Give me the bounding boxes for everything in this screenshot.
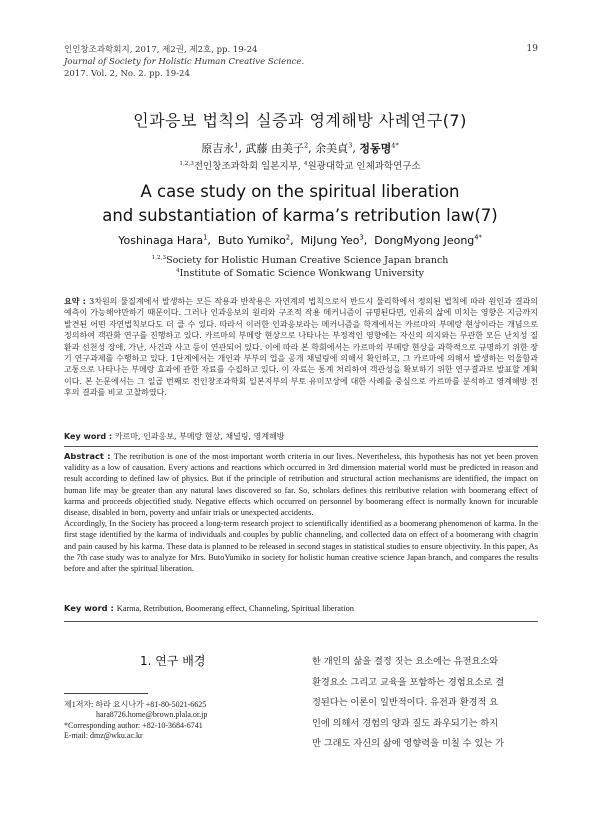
- keywords-ko-text: 카르마, 인과응보, 부메랑 현상, 채널링, 영계해방: [114, 432, 285, 441]
- authors-korean: 原吉永$^1$, 武藤 由美子$^2$, 余美貞$^3$, 정동명$^{4*}$: [201, 141, 399, 155]
- abstract-ko-label: 요약 :: [64, 297, 90, 306]
- authors-english: Yoshinaga Hara$^1$, Buto Yumiko$^2$, MiJung Yeo$^3$, DongMyong Jeong$^{4*}$: [118, 233, 482, 247]
- author-en-2: Buto Yumiko: [217, 234, 286, 247]
- title-korean: 인과응보 법칙의 실증과 영계해방 사례연구(7): [133, 111, 467, 130]
- author-en-3: MiJung Yeo: [300, 234, 360, 247]
- keywords-korean: [64, 431, 538, 442]
- abstract-en-text-2: Accordingly, In the Society has proceed a long-term research project to scientifically identified as a boomerang phenomenon of karma. In the first stage identified by the karma of individuals and couples by public channeling, and collected data on effect of a boomerang with chagrin and pain caused by his karma. These data is planned to be released in second stages in statistical studies to ensure objectivity. In this paper, As the 7th case study was to analyze for Mrs. ButoYumiko in society for holistic human creative science Japan branch, and compares the results before and after the spiritual liberation.: [64, 519, 538, 574]
- author-en-4: DongMyong Jeong: [374, 234, 475, 247]
- footnote-line: hara8726.home@brown.plala.or.jp: [96, 710, 208, 720]
- title-english-line2: and substantiation of karma’s retribution law(7): [102, 206, 498, 225]
- footnote-line: 제1저자: 하라 요시나가 +81-80-5021-6625: [64, 700, 207, 709]
- keywords-ko-label: Key word :: [64, 432, 115, 441]
- journal-ko: 인인창조과학회지, 2017, 제2권, 제2호, pp. 19-24: [64, 45, 258, 55]
- keywords-english: [64, 603, 538, 614]
- footnote-line: E-mail: dmz@wku.ac.kr: [64, 731, 143, 741]
- page-number: 19: [526, 44, 538, 54]
- author-ko-3: 余美貞: [315, 142, 349, 155]
- section-heading: 1. 연구 배경: [140, 654, 206, 668]
- divider: [64, 621, 538, 622]
- body-line: 환경요소 그리고 교육을 포함하는 경험요소로 결: [312, 676, 505, 688]
- keywords-en-text: Karma, Retribution, Boomerang effect, Channeling, Spiritual liberation: [116, 604, 354, 613]
- body-line: 인에 의해서 경험의 양과 질도 좌우되기는 하지: [312, 717, 499, 729]
- title-english-line1: A case study on the spiritual liberation: [140, 182, 460, 201]
- body-line: 정된다는 이론이 일반적이다. 유전과 환경적 요: [312, 697, 499, 708]
- footnote-rule: [64, 693, 148, 694]
- divider: [64, 446, 538, 447]
- journal-header: [64, 44, 304, 80]
- title-english: [0, 180, 600, 228]
- abstract-en-label: Abstract :: [64, 451, 114, 461]
- author-en-1: Yoshinaga Hara: [118, 234, 204, 247]
- body-line: 만 그래도 자신의 삶에 영향력을 미칠 수 있는 가: [312, 738, 504, 749]
- affiliation-english: $^{1,2,3}$Society for Holistic Human Creative Science Japan branch $^4$Institute of Somatic Science Wonkwang University: [151, 254, 449, 279]
- journal-volume: 2017. Vol. 2, No. 2. pp. 19-24: [64, 69, 190, 79]
- body-line: 한 개인의 삶을 결정 짓는 요소에는 유전요소와: [312, 656, 499, 667]
- abstract-en-text: The retribution is one of the most important worth criteria in our lives. Nevertheless, this hypothesis has not yet been proven validity as a low of causation. Every actions and reactions which occurred in 3rd dimension material world must be predicted in reason and result according to defined law of physics. But if the principle of retribution and structural action mechanisms are identified, the impact on human life may be greater than any natural laws discovered so far. So, scholars defines this retributive relation with boomerang effect of karma and proceeds objectified study. Negative effects which occurred on personnel by boomerang effect is normally known for incurable disease, disabled in born, poverty and unfair trials or unexpected accidents.: [64, 452, 538, 518]
- keywords-en-label: Key word :: [64, 603, 117, 613]
- footnotes: [64, 700, 284, 742]
- author-ko-2: 武藤 由美子: [245, 142, 304, 155]
- abstract-ko-text: 3차원의 물질계에서 발생하는 모든 작용과 반작용은 자연계의 법칙으로서 반드시 물리학에서 정의된 법칙에 따라 원인과 결과의 예측이 가능해야만하기 때문이다. 그러나 인과응보의 원리와 구조적 작용 메커니즘이 규명된다면, 인류의 삶에 미치는 영향은 지금까지 발견된 어떤 자연법칙보다도 더 클 수 있다. 따라서 이러한 인과응보라는 메커니즘을 학계에서는 카르마의 부메랑 현상이라는 개념으로 정의하여 객관화 연구를 진행하고 있다. 카르마의 부메랑 현상으로 나타나는 부정적인 영향에는 자신의 의지와는 무관한 모든 난치성 질환과 선천성 장애, 가난, 사건과 사고 등이 연관되어 있다. 이에 따라 본 학회에서는 카르마의 부메랑 현상을 과학적으로 규명하기 위한 장기 연구과제를 수행하고 있다. 1단계에서는 개인과 부부의 업을 공개 채널링에 의해서 확인하고, 그 카르마에 의해서 발생하는 억울함과 고통으로 나타나는 부메랑 효과에 관한 자료를 수집하고 있다. 이 자료는 통계 처리하여 객관성을 확보하기 위한 연구결과로 발표할 계획이다. 본 논문에서는 그 일곱 번째로 전인창조과학회 일본지부의 부토 유미꼬상에 대한 사례를 중심으로 카르마를 분석하고 영계해방 전후의 결과를 비교 고찰하였다.: [64, 297, 538, 398]
- abstract-korean: [64, 296, 538, 399]
- author-ko-1: 原吉永: [201, 142, 235, 155]
- body-paragraph: [312, 652, 538, 755]
- affiliation-korean: $^{1,2,3}$전인창조과학회 일본지부, $^4$원광대학교 인체과학연구소: [179, 160, 421, 172]
- author-ko-4: 정동명: [359, 142, 392, 155]
- footnote-line: *Corresponding author: +82-10-3684-6741: [64, 720, 203, 730]
- abstract-english: [64, 451, 538, 574]
- journal-en: Journal of Society for Holistic Human Creative Science.: [64, 57, 305, 67]
